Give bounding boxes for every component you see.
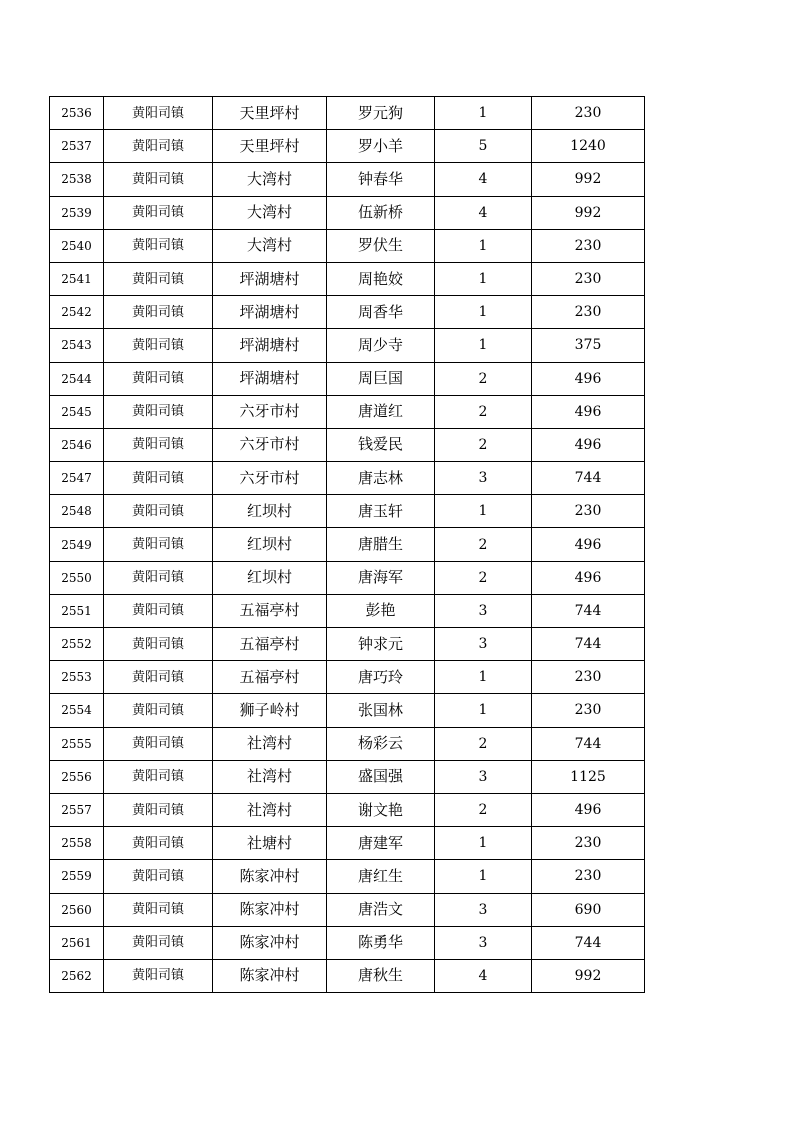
cell-village: 社湾村 bbox=[213, 760, 327, 793]
cell-village: 社湾村 bbox=[213, 793, 327, 826]
cell-person-name: 杨彩云 bbox=[327, 727, 435, 760]
table-row bbox=[50, 229, 645, 262]
cell-amount: 230 bbox=[532, 661, 645, 694]
cell-amount: 1125 bbox=[532, 760, 645, 793]
cell-amount: 1240 bbox=[532, 130, 645, 163]
table-row bbox=[50, 594, 645, 627]
cell-row-number: 2541 bbox=[50, 262, 104, 295]
cell-person-name: 周艳姣 bbox=[327, 262, 435, 295]
cell-person-name: 罗元狗 bbox=[327, 97, 435, 130]
cell-person-name: 周巨国 bbox=[327, 362, 435, 395]
cell-amount: 230 bbox=[532, 97, 645, 130]
cell-amount: 744 bbox=[532, 727, 645, 760]
cell-count: 1 bbox=[435, 229, 532, 262]
cell-row-number: 2551 bbox=[50, 594, 104, 627]
cell-amount: 230 bbox=[532, 827, 645, 860]
table-row bbox=[50, 395, 645, 428]
cell-row-number: 2556 bbox=[50, 760, 104, 793]
cell-town: 黄阳司镇 bbox=[104, 229, 213, 262]
table-row bbox=[50, 661, 645, 694]
cell-count: 1 bbox=[435, 827, 532, 860]
cell-village: 狮子岭村 bbox=[213, 694, 327, 727]
cell-person-name: 罗小羊 bbox=[327, 130, 435, 163]
table-row bbox=[50, 959, 645, 992]
cell-person-name: 彭艳 bbox=[327, 594, 435, 627]
cell-town: 黄阳司镇 bbox=[104, 793, 213, 826]
cell-row-number: 2549 bbox=[50, 528, 104, 561]
cell-count: 1 bbox=[435, 262, 532, 295]
cell-count: 4 bbox=[435, 959, 532, 992]
cell-count: 3 bbox=[435, 926, 532, 959]
cell-town: 黄阳司镇 bbox=[104, 395, 213, 428]
cell-count: 4 bbox=[435, 163, 532, 196]
cell-village: 五福亭村 bbox=[213, 661, 327, 694]
cell-person-name: 罗伏生 bbox=[327, 229, 435, 262]
cell-town: 黄阳司镇 bbox=[104, 462, 213, 495]
cell-town: 黄阳司镇 bbox=[104, 296, 213, 329]
cell-row-number: 2553 bbox=[50, 661, 104, 694]
cell-town: 黄阳司镇 bbox=[104, 362, 213, 395]
table-body bbox=[50, 97, 645, 993]
cell-person-name: 唐浩文 bbox=[327, 893, 435, 926]
cell-row-number: 2536 bbox=[50, 97, 104, 130]
cell-row-number: 2546 bbox=[50, 428, 104, 461]
cell-amount: 230 bbox=[532, 694, 645, 727]
cell-row-number: 2537 bbox=[50, 130, 104, 163]
cell-town: 黄阳司镇 bbox=[104, 163, 213, 196]
cell-count: 1 bbox=[435, 694, 532, 727]
cell-person-name: 唐道红 bbox=[327, 395, 435, 428]
cell-village: 天里坪村 bbox=[213, 97, 327, 130]
cell-count: 3 bbox=[435, 462, 532, 495]
cell-amount: 496 bbox=[532, 362, 645, 395]
table-row bbox=[50, 827, 645, 860]
cell-village: 六牙市村 bbox=[213, 395, 327, 428]
table-row bbox=[50, 462, 645, 495]
cell-count: 3 bbox=[435, 594, 532, 627]
cell-amount: 230 bbox=[532, 495, 645, 528]
cell-count: 1 bbox=[435, 860, 532, 893]
cell-row-number: 2538 bbox=[50, 163, 104, 196]
cell-row-number: 2539 bbox=[50, 196, 104, 229]
cell-person-name: 钱爱民 bbox=[327, 428, 435, 461]
cell-count: 5 bbox=[435, 130, 532, 163]
cell-count: 2 bbox=[435, 395, 532, 428]
cell-town: 黄阳司镇 bbox=[104, 959, 213, 992]
cell-person-name: 周少寺 bbox=[327, 329, 435, 362]
cell-count: 3 bbox=[435, 760, 532, 793]
cell-row-number: 2552 bbox=[50, 628, 104, 661]
cell-count: 2 bbox=[435, 793, 532, 826]
cell-amount: 744 bbox=[532, 628, 645, 661]
cell-count: 2 bbox=[435, 727, 532, 760]
cell-village: 五福亭村 bbox=[213, 594, 327, 627]
cell-row-number: 2561 bbox=[50, 926, 104, 959]
cell-village: 六牙市村 bbox=[213, 462, 327, 495]
cell-amount: 992 bbox=[532, 163, 645, 196]
cell-person-name: 钟春华 bbox=[327, 163, 435, 196]
cell-row-number: 2559 bbox=[50, 860, 104, 893]
cell-village: 陈家冲村 bbox=[213, 959, 327, 992]
table-row bbox=[50, 296, 645, 329]
table-row bbox=[50, 196, 645, 229]
table-row bbox=[50, 926, 645, 959]
cell-amount: 375 bbox=[532, 329, 645, 362]
cell-person-name: 唐建军 bbox=[327, 827, 435, 860]
cell-person-name: 唐海军 bbox=[327, 561, 435, 594]
table-row bbox=[50, 362, 645, 395]
cell-person-name: 盛国强 bbox=[327, 760, 435, 793]
table-row bbox=[50, 528, 645, 561]
cell-town: 黄阳司镇 bbox=[104, 528, 213, 561]
cell-amount: 744 bbox=[532, 594, 645, 627]
cell-person-name: 唐玉轩 bbox=[327, 495, 435, 528]
cell-village: 大湾村 bbox=[213, 163, 327, 196]
cell-town: 黄阳司镇 bbox=[104, 628, 213, 661]
cell-amount: 992 bbox=[532, 196, 645, 229]
cell-row-number: 2544 bbox=[50, 362, 104, 395]
cell-count: 2 bbox=[435, 528, 532, 561]
cell-amount: 690 bbox=[532, 893, 645, 926]
cell-count: 1 bbox=[435, 661, 532, 694]
table-row bbox=[50, 760, 645, 793]
cell-count: 4 bbox=[435, 196, 532, 229]
cell-town: 黄阳司镇 bbox=[104, 428, 213, 461]
table-row bbox=[50, 163, 645, 196]
cell-town: 黄阳司镇 bbox=[104, 760, 213, 793]
cell-count: 2 bbox=[435, 362, 532, 395]
table-row bbox=[50, 727, 645, 760]
cell-row-number: 2542 bbox=[50, 296, 104, 329]
cell-row-number: 2548 bbox=[50, 495, 104, 528]
cell-person-name: 唐秋生 bbox=[327, 959, 435, 992]
table-row bbox=[50, 893, 645, 926]
table-row bbox=[50, 561, 645, 594]
cell-town: 黄阳司镇 bbox=[104, 262, 213, 295]
cell-village: 红坝村 bbox=[213, 528, 327, 561]
table-row bbox=[50, 694, 645, 727]
cell-town: 黄阳司镇 bbox=[104, 727, 213, 760]
cell-town: 黄阳司镇 bbox=[104, 594, 213, 627]
cell-row-number: 2554 bbox=[50, 694, 104, 727]
cell-person-name: 唐红生 bbox=[327, 860, 435, 893]
cell-row-number: 2560 bbox=[50, 893, 104, 926]
cell-count: 1 bbox=[435, 495, 532, 528]
cell-town: 黄阳司镇 bbox=[104, 893, 213, 926]
cell-town: 黄阳司镇 bbox=[104, 561, 213, 594]
table-row bbox=[50, 628, 645, 661]
cell-row-number: 2545 bbox=[50, 395, 104, 428]
cell-village: 陈家冲村 bbox=[213, 926, 327, 959]
cell-amount: 230 bbox=[532, 262, 645, 295]
cell-count: 1 bbox=[435, 97, 532, 130]
cell-town: 黄阳司镇 bbox=[104, 130, 213, 163]
cell-town: 黄阳司镇 bbox=[104, 827, 213, 860]
cell-count: 3 bbox=[435, 893, 532, 926]
cell-count: 1 bbox=[435, 296, 532, 329]
cell-amount: 744 bbox=[532, 926, 645, 959]
cell-amount: 496 bbox=[532, 528, 645, 561]
cell-village: 六牙市村 bbox=[213, 428, 327, 461]
table-row bbox=[50, 130, 645, 163]
cell-count: 3 bbox=[435, 628, 532, 661]
cell-village: 坪湖塘村 bbox=[213, 329, 327, 362]
cell-row-number: 2562 bbox=[50, 959, 104, 992]
cell-village: 坪湖塘村 bbox=[213, 296, 327, 329]
cell-count: 2 bbox=[435, 561, 532, 594]
cell-village: 天里坪村 bbox=[213, 130, 327, 163]
cell-amount: 230 bbox=[532, 229, 645, 262]
cell-person-name: 唐腊生 bbox=[327, 528, 435, 561]
cell-amount: 992 bbox=[532, 959, 645, 992]
cell-town: 黄阳司镇 bbox=[104, 196, 213, 229]
cell-town: 黄阳司镇 bbox=[104, 329, 213, 362]
cell-village: 陈家冲村 bbox=[213, 893, 327, 926]
cell-village: 社湾村 bbox=[213, 727, 327, 760]
table-row bbox=[50, 793, 645, 826]
table-row bbox=[50, 97, 645, 130]
table-row bbox=[50, 495, 645, 528]
cell-row-number: 2547 bbox=[50, 462, 104, 495]
cell-amount: 496 bbox=[532, 561, 645, 594]
cell-village: 红坝村 bbox=[213, 561, 327, 594]
cell-village: 五福亭村 bbox=[213, 628, 327, 661]
cell-row-number: 2550 bbox=[50, 561, 104, 594]
cell-village: 社塘村 bbox=[213, 827, 327, 860]
cell-village: 陈家冲村 bbox=[213, 860, 327, 893]
cell-person-name: 伍新桥 bbox=[327, 196, 435, 229]
cell-amount: 230 bbox=[532, 860, 645, 893]
cell-person-name: 周香华 bbox=[327, 296, 435, 329]
cell-row-number: 2558 bbox=[50, 827, 104, 860]
cell-town: 黄阳司镇 bbox=[104, 860, 213, 893]
cell-town: 黄阳司镇 bbox=[104, 661, 213, 694]
cell-count: 1 bbox=[435, 329, 532, 362]
cell-amount: 230 bbox=[532, 296, 645, 329]
cell-person-name: 钟求元 bbox=[327, 628, 435, 661]
cell-amount: 496 bbox=[532, 395, 645, 428]
cell-town: 黄阳司镇 bbox=[104, 926, 213, 959]
cell-town: 黄阳司镇 bbox=[104, 694, 213, 727]
cell-person-name: 张国林 bbox=[327, 694, 435, 727]
cell-person-name: 唐巧玲 bbox=[327, 661, 435, 694]
cell-amount: 744 bbox=[532, 462, 645, 495]
cell-row-number: 2540 bbox=[50, 229, 104, 262]
cell-village: 坪湖塘村 bbox=[213, 262, 327, 295]
cell-village: 大湾村 bbox=[213, 229, 327, 262]
data-table bbox=[49, 96, 645, 993]
cell-person-name: 谢文艳 bbox=[327, 793, 435, 826]
table-row bbox=[50, 428, 645, 461]
cell-row-number: 2557 bbox=[50, 793, 104, 826]
cell-person-name: 陈勇华 bbox=[327, 926, 435, 959]
cell-count: 2 bbox=[435, 428, 532, 461]
table-row bbox=[50, 329, 645, 362]
table-row bbox=[50, 860, 645, 893]
cell-amount: 496 bbox=[532, 793, 645, 826]
cell-row-number: 2555 bbox=[50, 727, 104, 760]
cell-village: 红坝村 bbox=[213, 495, 327, 528]
cell-amount: 496 bbox=[532, 428, 645, 461]
cell-village: 大湾村 bbox=[213, 196, 327, 229]
cell-town: 黄阳司镇 bbox=[104, 97, 213, 130]
cell-village: 坪湖塘村 bbox=[213, 362, 327, 395]
cell-person-name: 唐志林 bbox=[327, 462, 435, 495]
cell-row-number: 2543 bbox=[50, 329, 104, 362]
table-row bbox=[50, 262, 645, 295]
cell-town: 黄阳司镇 bbox=[104, 495, 213, 528]
